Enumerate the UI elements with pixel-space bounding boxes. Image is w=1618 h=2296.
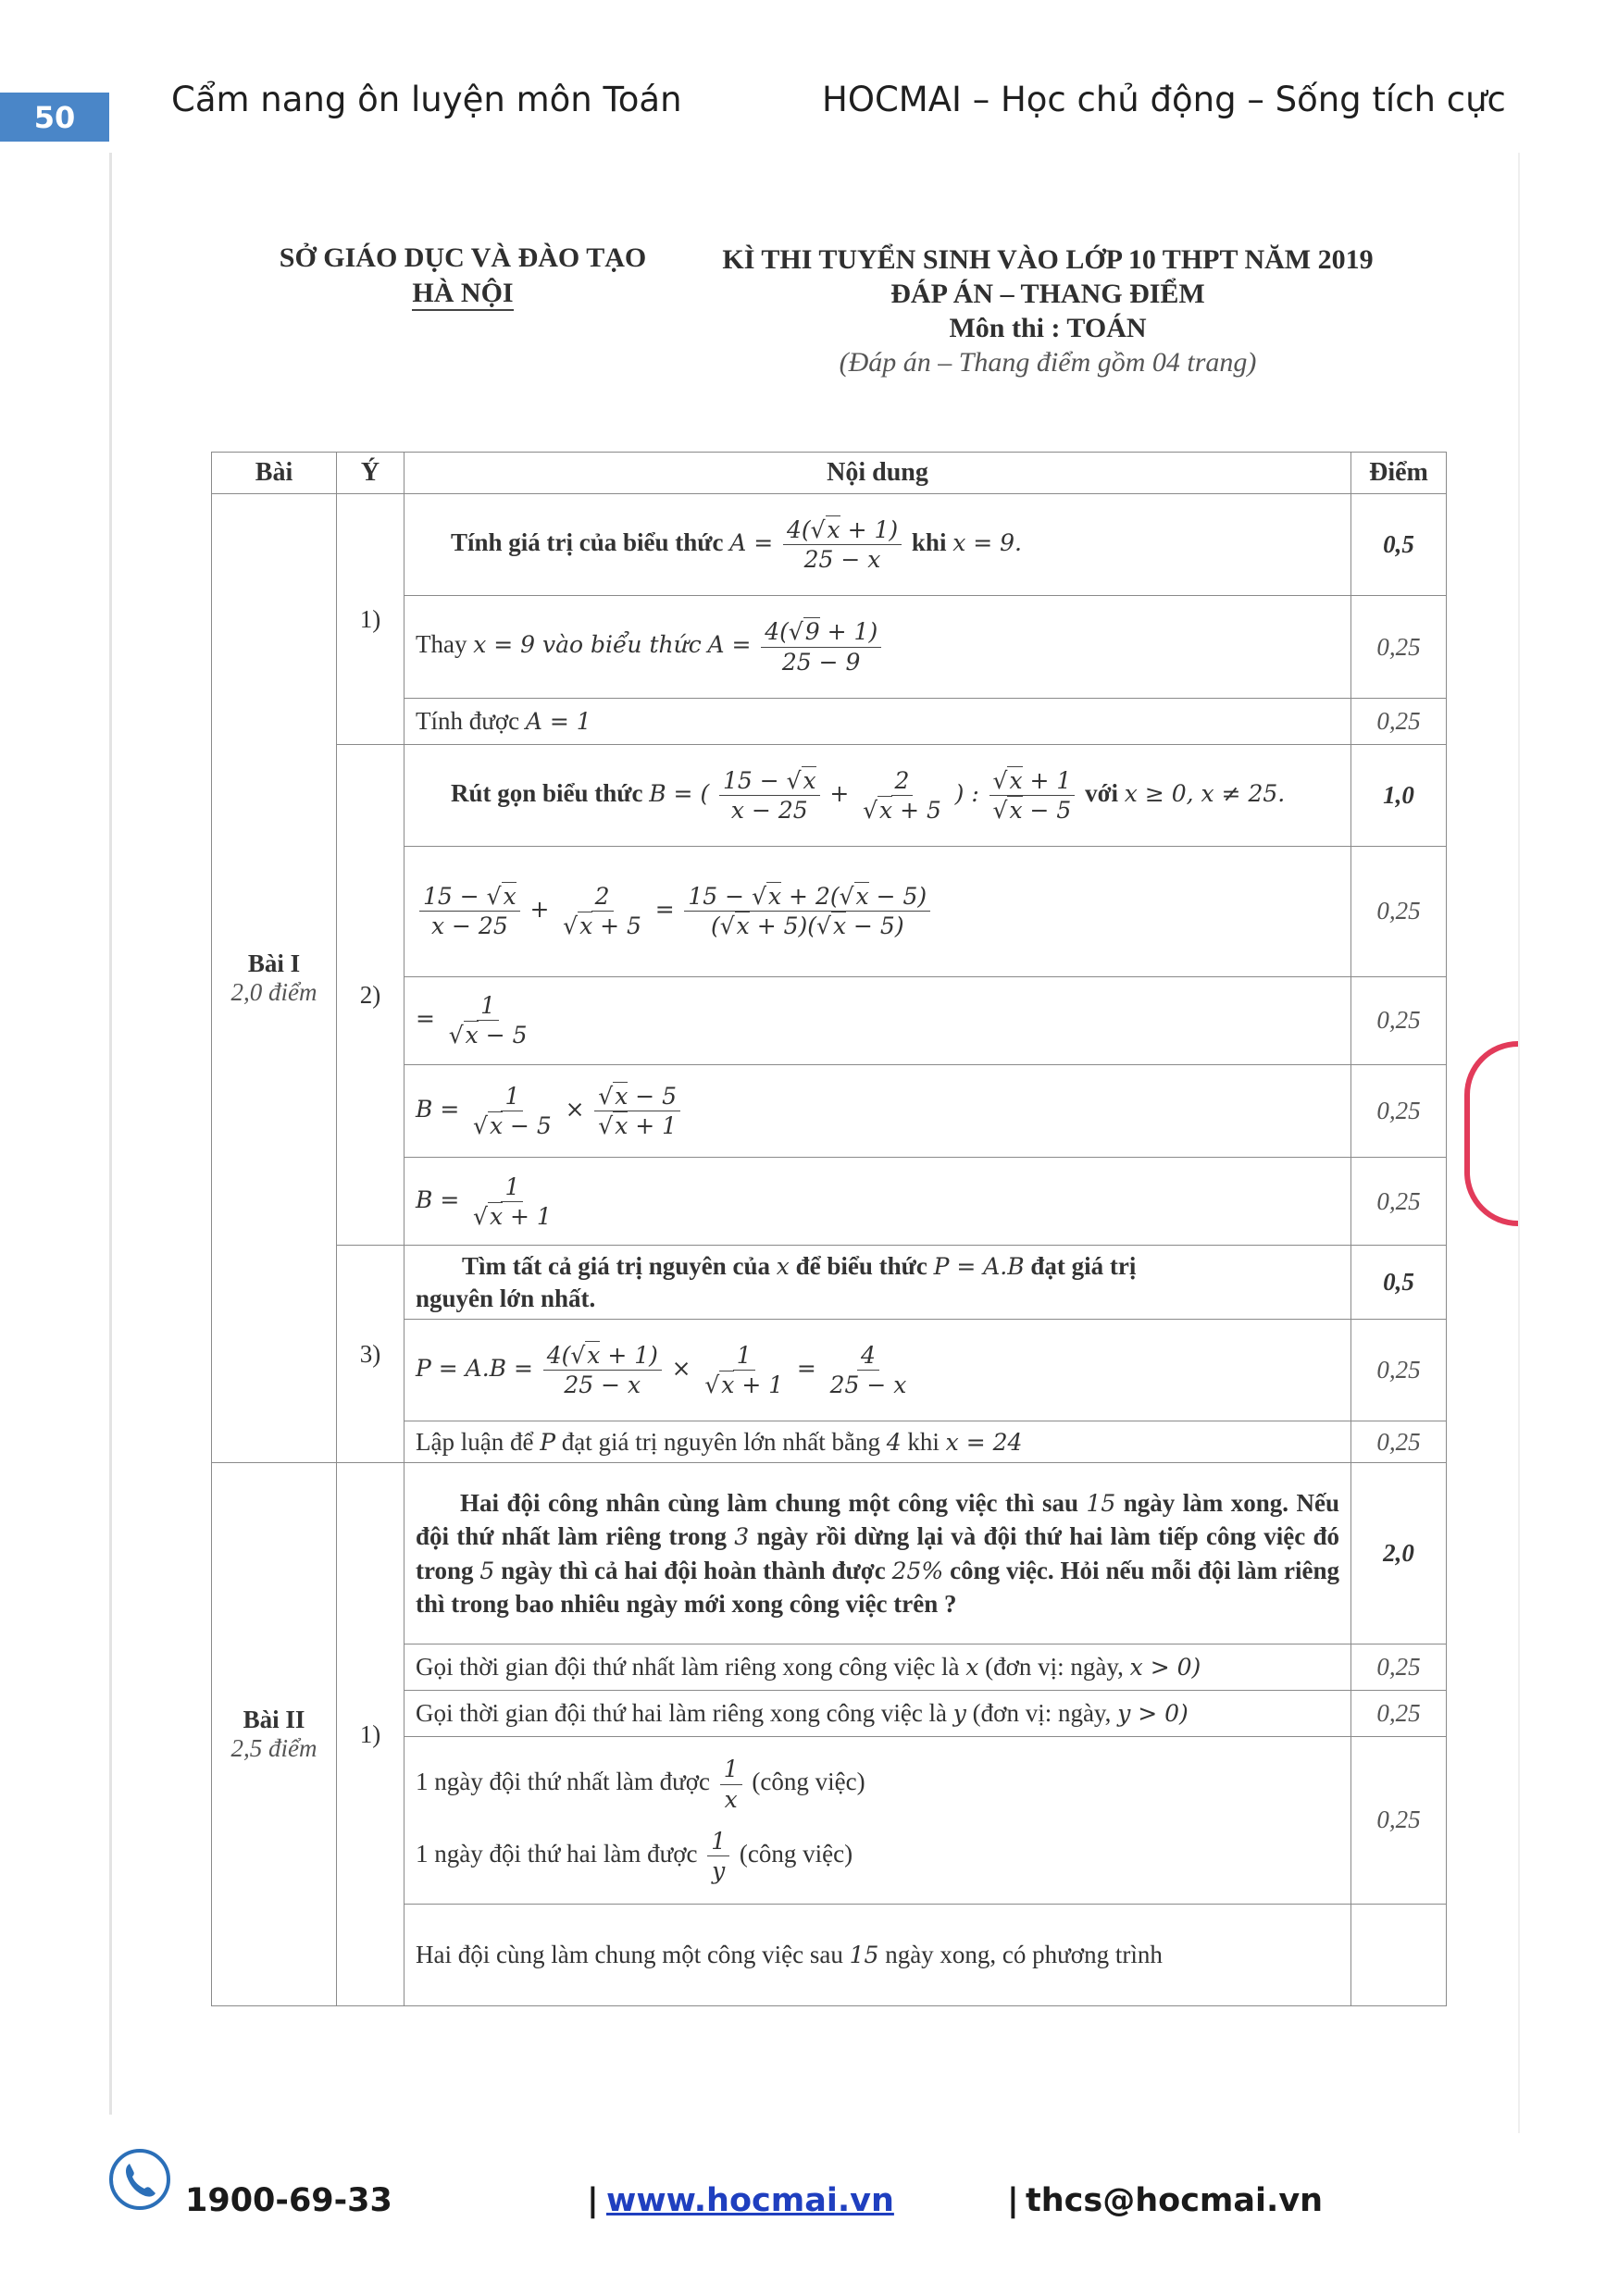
score-r1: 0,5 <box>1351 494 1447 596</box>
content-row-2: Thay x = 9 vào biểu thức A = $\frac{4(√ 9 + 1)}{25 - 9}$ <box>404 596 1351 698</box>
content-row-6: = 1 √ x − 5 <box>404 976 1351 1064</box>
score-r10: 0,25 <box>1351 1319 1447 1421</box>
content-row-5: $\frac{15 - √ x}{x - 25}$ + 2 √ x + 5 = $\frac{15 - √ x + 2(√ x - 5)}{(√ x + 5)(√ x - 5)}$ <box>404 847 1351 976</box>
r11-text2: đạt giá trị nguyên lớn nhất bằng <box>561 1427 880 1456</box>
score-r8: 0,25 <box>1351 1158 1447 1246</box>
scan-edge-right <box>1518 153 1520 2133</box>
score-r4: 1,0 <box>1351 744 1447 846</box>
content-row-10: P = A.B = $\frac{4(√ x + 1)}{25 - x}$ × 1 √ x + 1 = $\frac{4}{25 - x}$ <box>404 1319 1351 1421</box>
content-row-7: B = 1 √ x − 5 × √ x − 5 √ x + 1 <box>404 1064 1351 1157</box>
footer-email: thcs@hocmai.vn <box>1026 2182 1324 2219</box>
score-r16 <box>1351 1904 1447 2005</box>
q9-part1: Tìm tất cả giá trị nguyên của <box>462 1251 770 1280</box>
exam-title <box>696 242 1400 379</box>
score-r14: 0,25 <box>1351 1690 1447 1736</box>
col-header-bai: Bài <box>212 453 337 494</box>
footer-phone: 1900-69-33 <box>185 2182 392 2219</box>
content-row-3 <box>404 698 1351 744</box>
y-4-cell: 1) <box>337 1463 404 2006</box>
thay-text: Thay <box>416 630 467 659</box>
bai-2-points: 2,5 điểm <box>230 1734 317 1763</box>
question-text-b: Rút gọn biểu thức <box>451 778 643 807</box>
bai-1-cell <box>212 494 337 1463</box>
footer-sep-1: | <box>587 2182 599 2219</box>
phone-icon <box>107 2147 172 2212</box>
exam-line4: (Đáp án – Thang điểm gồm 04 trang) <box>839 347 1257 378</box>
bai-1-points: 2,0 điểm <box>230 978 317 1007</box>
red-seal-stamp <box>1464 1041 1518 1226</box>
question-text: Tính giá trị của biểu thức <box>451 527 724 556</box>
footer-website-link[interactable]: www.hocmai.vn <box>606 2182 894 2219</box>
score-r7: 0,25 <box>1351 1064 1447 1157</box>
content-row-11: Lập luận để P đạt giá trị nguyên lớn nhất bằng 4 khi x = 24 <box>404 1421 1351 1463</box>
content-row-13: Gọi thời gian đội thứ nhất làm riêng xong công việc là x (đơn vị: ngày, x > 0) <box>404 1644 1351 1690</box>
score-r11: 0,25 <box>1351 1421 1447 1463</box>
r11-text3: khi <box>907 1427 940 1456</box>
condition-b: x ≥ 0, x ≠ 25. <box>1124 779 1286 807</box>
content-row-1: Tính giá trị của biểu thức A = $\frac{4(√ x + 1)}{25 - x}$ khi x = 9. <box>404 494 1351 596</box>
content-row-16: Hai đội cùng làm chung một công việc sau 15 ngày xong, có phương trình <box>404 1904 1351 2005</box>
content-row-15: 1 ngày đội thứ nhất làm được $\frac{1}{x}$ (công việc) 1 ngày đội thứ hai làm được $\frac{1}{y}$ (công việc) <box>404 1737 1351 1905</box>
score-r12: 2,0 <box>1351 1463 1447 1644</box>
col-header-noi-dung: Nội dung <box>404 453 1351 494</box>
bai-2-cell <box>212 1463 337 2006</box>
tinh-duoc-math: A = 1 <box>525 707 591 735</box>
header-right-title: HOCMAI – Học chủ động – Sống tích cực <box>822 80 1506 119</box>
content-row-12: Hai đội công nhân cùng làm chung một công việc thì sau 15 ngày làm xong. Nếu đội thứ nhất làm riêng trong 3 ngày rồi dừng lại và đội thứ hai làm tiếp công việc đó trong 5 ngày thì cả hai đội hoàn thành được 25% công việc. Hỏi nếu mỗi đội làm riêng thì trong bao nhiêu ngày mới xong công việc trên ? <box>404 1463 1351 1644</box>
y-1-cell: 1) <box>337 494 404 745</box>
score-r5: 0,25 <box>1351 847 1447 976</box>
y-3-cell: 3) <box>337 1246 404 1463</box>
khi-text: khi <box>911 527 947 556</box>
col-header-y: Ý <box>337 453 404 494</box>
score-r2: 0,25 <box>1351 596 1447 698</box>
tinh-duoc-text: Tính được <box>416 706 520 735</box>
y-2-cell: 2) <box>337 744 404 1246</box>
content-row-8: B = 1 √ x + 1 <box>404 1158 1351 1246</box>
score-r3: 0,25 <box>1351 698 1447 744</box>
score-r13: 0,25 <box>1351 1644 1447 1690</box>
content-row-4: Rút gọn biểu thức B = ( $\frac{15 - √ x}{x - 25}$ + 2 √ x + 5 ) : √ x + 1 √ x − 5 với x ≥ 0, x ≠ 25. <box>404 744 1351 846</box>
dept-line1: SỞ GIÁO DỤC VÀ ĐÀO TẠO <box>279 242 647 273</box>
score-r6: 0,25 <box>1351 976 1447 1064</box>
q9-part3: đạt giá trị <box>1030 1251 1137 1280</box>
dept-line2: HÀ NỘI <box>412 278 513 311</box>
bai-1-label: Bài I <box>247 949 301 978</box>
col-header-diem: Điểm <box>1351 453 1447 494</box>
header-left-title: Cẩm nang ôn luyện môn Toán <box>171 80 682 119</box>
r11-text1: Lập luận để <box>416 1427 534 1456</box>
condition-text: x = 9. <box>952 528 1022 556</box>
voi-text: với <box>1085 778 1119 807</box>
exam-line2: ĐÁP ÁN – THANG ĐIỂM <box>890 279 1205 309</box>
fraction-a: $\frac{4(√ x + 1)}{25 - x}$ <box>783 515 902 575</box>
scan-edge <box>109 153 112 2115</box>
exam-line1: KÌ THI TUYỂN SINH VÀO LỚP 10 THPT NĂM 2019 <box>722 244 1374 275</box>
q9-part2: để biểu thức <box>795 1251 927 1280</box>
content-row-9: Tìm tất cả giá trị nguyên của x để biểu thức P = A.B đạt giá trị nguyên lớn nhất. <box>404 1246 1351 1319</box>
score-r15: 0,25 <box>1351 1737 1447 1905</box>
bai-2-label: Bài II <box>243 1706 305 1734</box>
footer-sep-2: | <box>1007 2182 1019 2219</box>
dept-name <box>268 242 657 311</box>
exam-line3: Môn thi : TOÁN <box>949 313 1147 343</box>
page-number: 50 <box>0 93 109 142</box>
q9-part4: nguyên lớn nhất. <box>416 1284 596 1312</box>
thay-mid: x = 9 vào biểu thức <box>473 631 702 659</box>
fraction-a-sub: $\frac{4(√ 9 + 1)}{25 - 9}$ <box>761 617 881 676</box>
answer-table <box>211 452 1447 2006</box>
score-r9: 0,5 <box>1351 1246 1447 1319</box>
content-row-14: Gọi thời gian đội thứ hai làm riêng xong công việc là y (đơn vị: ngày, y > 0) <box>404 1690 1351 1736</box>
